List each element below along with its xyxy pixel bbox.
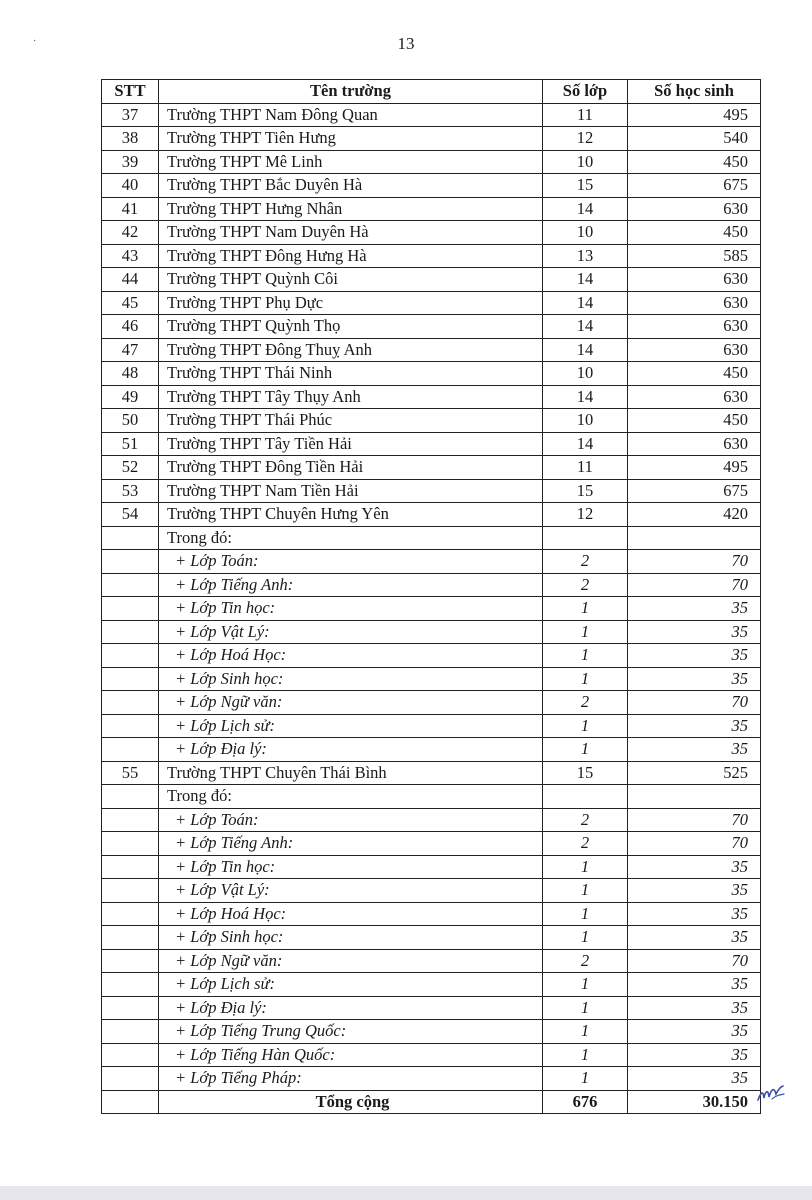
school-name: Trường THPT Mê Linh [159, 150, 543, 174]
student-count: 675 [628, 479, 761, 503]
class-count: 1 [543, 1067, 628, 1091]
school-row [102, 338, 761, 362]
student-count: 35 [628, 996, 761, 1020]
class-count: 14 [543, 385, 628, 409]
student-count: 35 [628, 1020, 761, 1044]
total-label: Tổng cộng [159, 1090, 543, 1114]
row-stt [102, 902, 159, 926]
school-name: Trường THPT Đông Hưng Hà [159, 244, 543, 268]
header-class-count: Số lớp [543, 80, 628, 104]
schools-table [101, 79, 761, 1114]
student-count: 630 [628, 197, 761, 221]
row-stt: 41 [102, 197, 159, 221]
total-student-count: 30.150 [628, 1090, 761, 1114]
breakdown-note: Trong đó: [159, 526, 543, 550]
student-count: 630 [628, 268, 761, 292]
subclass-name: + Lớp Địa lý: [159, 738, 543, 762]
class-count: 14 [543, 315, 628, 339]
student-count: 70 [628, 832, 761, 856]
school-name: Trường THPT Nam Tiền Hải [159, 479, 543, 503]
subclass-name: + Lớp Lịch sử: [159, 973, 543, 997]
row-stt: 50 [102, 409, 159, 433]
subclass-row [102, 996, 761, 1020]
row-stt: 46 [102, 315, 159, 339]
student-count: 495 [628, 456, 761, 480]
school-row [102, 385, 761, 409]
school-row [102, 268, 761, 292]
header-stt: STT [102, 80, 159, 104]
row-stt [102, 691, 159, 715]
row-stt: 48 [102, 362, 159, 386]
row-stt [102, 832, 159, 856]
class-count: 2 [543, 691, 628, 715]
class-count: 12 [543, 503, 628, 527]
school-row [102, 432, 761, 456]
subclass-row [102, 738, 761, 762]
school-name: Trường THPT Tây Thụy Anh [159, 385, 543, 409]
student-count: 675 [628, 174, 761, 198]
school-name: Trường THPT Phụ Dực [159, 291, 543, 315]
subclass-name: + Lớp Tiếng Pháp: [159, 1067, 543, 1091]
school-row [102, 127, 761, 151]
student-count: 540 [628, 127, 761, 151]
student-count: 420 [628, 503, 761, 527]
class-count: 13 [543, 244, 628, 268]
subclass-row [102, 926, 761, 950]
subclass-name: + Lớp Vật Lý: [159, 620, 543, 644]
row-stt: 38 [102, 127, 159, 151]
class-count: 1 [543, 973, 628, 997]
breakdown-note-row [102, 785, 761, 809]
subclass-row [102, 691, 761, 715]
student-count: 70 [628, 949, 761, 973]
student-count: 450 [628, 221, 761, 245]
student-count: 450 [628, 362, 761, 386]
school-name: Trường THPT Quỳnh Côi [159, 268, 543, 292]
school-name: Trường THPT Đông Thuỵ Anh [159, 338, 543, 362]
student-count: 630 [628, 432, 761, 456]
student-count: 35 [628, 902, 761, 926]
student-count: 630 [628, 291, 761, 315]
student-count: 35 [628, 597, 761, 621]
school-name: Trường THPT Thái Phúc [159, 409, 543, 433]
subclass-row [102, 1067, 761, 1091]
row-stt [102, 808, 159, 832]
class-count: 14 [543, 268, 628, 292]
class-count: 1 [543, 855, 628, 879]
row-stt [102, 785, 159, 809]
class-count: 1 [543, 996, 628, 1020]
row-stt [102, 644, 159, 668]
class-count: 1 [543, 620, 628, 644]
subclass-row [102, 714, 761, 738]
class-count: 2 [543, 550, 628, 574]
row-stt [102, 573, 159, 597]
student-count: 630 [628, 338, 761, 362]
total-class-count: 676 [543, 1090, 628, 1114]
row-stt: 39 [102, 150, 159, 174]
student-count: 630 [628, 315, 761, 339]
row-stt: 43 [102, 244, 159, 268]
row-stt: 51 [102, 432, 159, 456]
school-row [102, 291, 761, 315]
row-stt: 40 [102, 174, 159, 198]
row-stt [102, 926, 159, 950]
school-name: Trường THPT Thái Ninh [159, 362, 543, 386]
subclass-row [102, 573, 761, 597]
school-name: Trường THPT Đông Tiền Hải [159, 456, 543, 480]
breakdown-note-row [102, 526, 761, 550]
student-count: 70 [628, 550, 761, 574]
row-stt [102, 526, 159, 550]
class-count: 15 [543, 761, 628, 785]
school-row [102, 103, 761, 127]
row-stt: 54 [102, 503, 159, 527]
row-stt [102, 550, 159, 574]
school-row [102, 479, 761, 503]
student-count: 35 [628, 855, 761, 879]
row-stt [102, 1020, 159, 1044]
school-row [102, 197, 761, 221]
subclass-row [102, 949, 761, 973]
class-count: 10 [543, 409, 628, 433]
row-stt [102, 1067, 159, 1091]
class-count: 1 [543, 667, 628, 691]
student-count: 450 [628, 409, 761, 433]
row-stt: 44 [102, 268, 159, 292]
total-row [102, 1090, 761, 1114]
class-count: 14 [543, 338, 628, 362]
school-row [102, 174, 761, 198]
subclass-name: + Lớp Tin học: [159, 855, 543, 879]
class-count: 14 [543, 291, 628, 315]
subclass-name: + Lớp Hoá Học: [159, 644, 543, 668]
class-count: 2 [543, 949, 628, 973]
subclass-row [102, 1043, 761, 1067]
school-row [102, 761, 761, 785]
row-stt: 45 [102, 291, 159, 315]
student-count: 70 [628, 573, 761, 597]
student-count: 70 [628, 691, 761, 715]
class-count: 1 [543, 1043, 628, 1067]
student-count: 630 [628, 385, 761, 409]
student-count: 450 [628, 150, 761, 174]
row-stt: 47 [102, 338, 159, 362]
school-name: Trường THPT Nam Duyên Hà [159, 221, 543, 245]
class-count [543, 785, 628, 809]
school-name: Trường THPT Quỳnh Thọ [159, 315, 543, 339]
student-count: 35 [628, 973, 761, 997]
subclass-row [102, 855, 761, 879]
row-stt [102, 667, 159, 691]
handwritten-initials [756, 1082, 786, 1106]
student-count: 35 [628, 620, 761, 644]
class-count [543, 526, 628, 550]
school-row [102, 456, 761, 480]
school-name: Trường THPT Nam Đông Quan [159, 103, 543, 127]
subclass-row [102, 973, 761, 997]
student-count [628, 526, 761, 550]
row-stt [102, 973, 159, 997]
breakdown-note: Trong đó: [159, 785, 543, 809]
subclass-row [102, 667, 761, 691]
student-count: 35 [628, 879, 761, 903]
class-count: 2 [543, 832, 628, 856]
class-count: 1 [543, 1020, 628, 1044]
class-count: 2 [543, 573, 628, 597]
header-student-count: Số học sinh [628, 80, 761, 104]
row-stt [102, 738, 159, 762]
row-stt: 55 [102, 761, 159, 785]
student-count: 35 [628, 644, 761, 668]
subclass-name: + Lớp Ngữ văn: [159, 691, 543, 715]
student-count: 35 [628, 714, 761, 738]
subclass-name: + Lớp Tiếng Trung Quốc: [159, 1020, 543, 1044]
subclass-name: + Lớp Tiếng Hàn Quốc: [159, 1043, 543, 1067]
subclass-name: + Lớp Lịch sử: [159, 714, 543, 738]
class-count: 15 [543, 479, 628, 503]
class-count: 10 [543, 150, 628, 174]
school-row [102, 362, 761, 386]
class-count: 1 [543, 714, 628, 738]
subclass-name: + Lớp Hoá Học: [159, 902, 543, 926]
class-count: 1 [543, 879, 628, 903]
school-name: Trường THPT Chuyên Hưng Yên [159, 503, 543, 527]
school-name: Trường THPT Tiên Hưng [159, 127, 543, 151]
school-name: Trường THPT Chuyên Thái Bình [159, 761, 543, 785]
subclass-row [102, 620, 761, 644]
student-count: 525 [628, 761, 761, 785]
scan-speck: · [33, 36, 37, 47]
school-name: Trường THPT Bắc Duyên Hà [159, 174, 543, 198]
subclass-name: + Lớp Tin học: [159, 597, 543, 621]
row-stt: 52 [102, 456, 159, 480]
row-stt: 53 [102, 479, 159, 503]
class-count: 15 [543, 174, 628, 198]
class-count: 1 [543, 902, 628, 926]
row-stt [102, 597, 159, 621]
student-count: 585 [628, 244, 761, 268]
subclass-row [102, 550, 761, 574]
class-count: 2 [543, 808, 628, 832]
student-count [628, 785, 761, 809]
table-header-row [102, 80, 761, 104]
subclass-row [102, 1020, 761, 1044]
class-count: 1 [543, 597, 628, 621]
subclass-row [102, 597, 761, 621]
subclass-name: + Lớp Tiếng Anh: [159, 832, 543, 856]
row-stt [102, 996, 159, 1020]
student-count: 35 [628, 1043, 761, 1067]
school-name: Trường THPT Tây Tiền Hải [159, 432, 543, 456]
class-count: 10 [543, 362, 628, 386]
row-stt [102, 1043, 159, 1067]
row-stt: 37 [102, 103, 159, 127]
subclass-row [102, 879, 761, 903]
school-row [102, 150, 761, 174]
subclass-name: + Lớp Địa lý: [159, 996, 543, 1020]
school-row [102, 409, 761, 433]
school-name: Trường THPT Hưng Nhân [159, 197, 543, 221]
row-stt [102, 879, 159, 903]
subclass-name: + Lớp Vật Lý: [159, 879, 543, 903]
row-stt: 42 [102, 221, 159, 245]
class-count: 14 [543, 197, 628, 221]
class-count: 14 [543, 432, 628, 456]
subclass-name: + Lớp Ngữ văn: [159, 949, 543, 973]
row-stt: 49 [102, 385, 159, 409]
table-body [102, 103, 761, 1090]
class-count: 1 [543, 644, 628, 668]
subclass-row [102, 902, 761, 926]
class-count: 1 [543, 926, 628, 950]
student-count: 35 [628, 667, 761, 691]
subclass-row [102, 808, 761, 832]
school-row [102, 315, 761, 339]
student-count: 35 [628, 926, 761, 950]
student-count: 35 [628, 738, 761, 762]
viewer-bottom-bar [0, 1186, 812, 1200]
student-count: 495 [628, 103, 761, 127]
subclass-name: + Lớp Sinh học: [159, 926, 543, 950]
header-school-name: Tên trường [159, 80, 543, 104]
class-count: 11 [543, 456, 628, 480]
class-count: 12 [543, 127, 628, 151]
row-stt [102, 714, 159, 738]
subclass-name: + Lớp Sinh học: [159, 667, 543, 691]
student-count: 35 [628, 1067, 761, 1091]
school-row [102, 503, 761, 527]
subclass-name: + Lớp Toán: [159, 550, 543, 574]
school-row [102, 221, 761, 245]
class-count: 11 [543, 103, 628, 127]
class-count: 10 [543, 221, 628, 245]
subclass-row [102, 644, 761, 668]
class-count: 1 [543, 738, 628, 762]
total-stt-cell [102, 1090, 159, 1114]
school-row [102, 244, 761, 268]
subclass-name: + Lớp Toán: [159, 808, 543, 832]
subclass-name: + Lớp Tiếng Anh: [159, 573, 543, 597]
student-count: 70 [628, 808, 761, 832]
row-stt [102, 620, 159, 644]
page-number: 13 [397, 34, 415, 53]
row-stt [102, 855, 159, 879]
subclass-row [102, 832, 761, 856]
row-stt [102, 949, 159, 973]
